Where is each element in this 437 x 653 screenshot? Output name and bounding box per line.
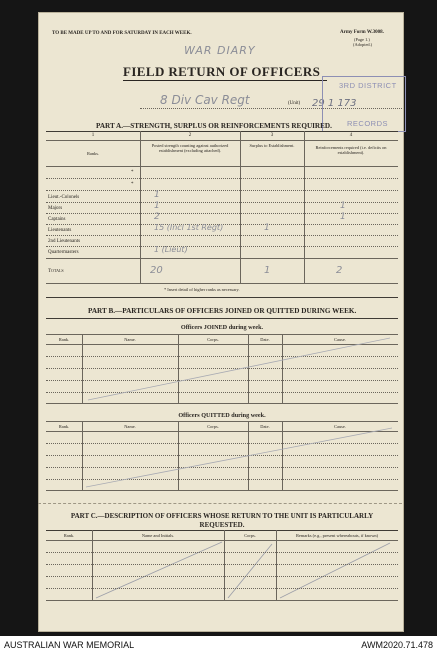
army-form-number: Army Form W.3008. (340, 30, 384, 35)
rank-majors: Majors (48, 206, 63, 211)
rank-row-extra-2: * (131, 182, 134, 187)
partc-divider (224, 530, 225, 600)
surplus-lieutenants: 1 (264, 223, 270, 233)
partc-row-rule (46, 576, 398, 577)
rank-captains: Captains (48, 217, 66, 222)
war-diary-note: WAR DIARY (184, 44, 256, 57)
joined-col-name: Name. (124, 337, 136, 342)
accession-number: AWM2020.71.478 (361, 640, 433, 650)
partc-divider (92, 530, 93, 600)
header-surplus: Surplus to Establishment. (249, 143, 295, 148)
rank-row-extra-1: * (131, 170, 134, 175)
quitted-col-cause: Cause. (334, 424, 346, 429)
joined-col-corps: Corps. (207, 337, 219, 342)
reinforcements-captains: 1 (340, 212, 346, 222)
rank-lieutenants: Lieutenants (48, 228, 72, 233)
form-instruction: TO BE MADE UP TO AND FOR SATURDAY IN EACH WEEK. (52, 31, 192, 36)
quitted-cancel-stroke (86, 428, 392, 487)
part-a-footnote: * Insert detail of higher ranks as necessary. (164, 287, 240, 292)
header-ranks: Ranks. (86, 151, 100, 156)
archive-footer (0, 637, 437, 653)
posted-quartermasters: 1 (Lieut) (154, 245, 188, 254)
form-title: FIELD RETURN OF OFFICERS (123, 64, 321, 79)
partc-col-corps: Corps. (244, 533, 256, 538)
page-number: (Page 1.) (354, 37, 370, 42)
partc-row-rule (46, 564, 398, 565)
perforation-line (38, 503, 402, 504)
posted-lieutenants: 15 (Incl 1st Regt) (154, 223, 224, 232)
header-posted-strength: Posted strength counting against authorized establishment (excluding attached). (151, 143, 229, 153)
partc-divider (276, 530, 277, 600)
joined-cancel-stroke (88, 338, 390, 400)
quitted-col-corps: Corps. (207, 424, 219, 429)
joined-col-date: Date. (260, 337, 270, 342)
part-c-title-line-1: PART C.—DESCRIPTION OF OFFICERS WHOSE RETURN TO THE UNIT IS PARTICULARLY (70, 512, 374, 520)
part-b-title: PART B.—PARTICULARS OF OFFICERS JOINED OR QUITTED DURING WEEK. (88, 307, 357, 315)
totals-reinforcements: 2 (336, 265, 343, 276)
header-reinforcements: Reinforcements required (i.e. deficits on establishment). (315, 145, 387, 155)
col-number-1: 1 (91, 133, 95, 138)
part-c-top-rule (46, 530, 398, 531)
stamp-line-1: 3RD DISTRICT (339, 81, 397, 90)
quitted-title: Officers QUITTED during week. (178, 412, 266, 419)
joined-col-cause: Cause. (334, 337, 346, 342)
partc-col-remarks: Remarks (e.g., present whereabouts, if known) (295, 533, 379, 538)
partc-col-name: Name and Initials. (141, 533, 175, 538)
partc-cancel-stroke-1 (96, 542, 222, 598)
reinforcements-majors: 1 (340, 201, 346, 211)
part-a-title: PART A.—STRENGTH, SURPLUS OR REINFORCEMENTS REQUIRED. (96, 122, 332, 130)
posted-lieut-colonels: 1 (154, 190, 160, 200)
partc-header-bottom (46, 540, 398, 541)
unit-label: (Unit) (288, 101, 301, 106)
totals-surplus: 1 (264, 265, 271, 276)
totals-posted: 20 (150, 265, 163, 276)
col-number-4: 4 (349, 133, 353, 138)
partc-bottom-rule (46, 600, 398, 601)
rank-quartermasters: Quartermasters (48, 250, 79, 255)
return-date: 29 1 173 (312, 98, 357, 109)
quitted-col-date: Date. (260, 424, 270, 429)
posted-captains: 2 (154, 212, 160, 222)
joined-col-rank: Rank. (58, 337, 70, 342)
partc-col-rank: Rank. (63, 533, 75, 538)
rank-lieut-colonels: Lieut.-Colonels (48, 195, 80, 200)
adopted-note: (Adopted.) (353, 42, 373, 47)
partc-row-rule (46, 552, 398, 553)
stamp-line-2: RECORDS (347, 119, 389, 128)
col-number-3: 3 (270, 133, 274, 138)
part-c-title-line-2: REQUESTED. (199, 521, 245, 529)
partc-row-rule (46, 588, 398, 589)
unit-handwritten: 8 Div Cav Regt (160, 93, 250, 107)
archive-name: AUSTRALIAN WAR MEMORIAL (4, 640, 135, 650)
rank-2nd-lieutenants: 2nd Lieutenants (48, 239, 81, 244)
col-number-2: 2 (188, 133, 192, 138)
quitted-col-rank: Rank. (58, 424, 70, 429)
joined-title: Officers JOINED during week. (180, 324, 264, 331)
totals-label: Totals (48, 269, 64, 274)
posted-majors: 1 (154, 201, 160, 211)
quitted-col-name: Name. (124, 424, 136, 429)
